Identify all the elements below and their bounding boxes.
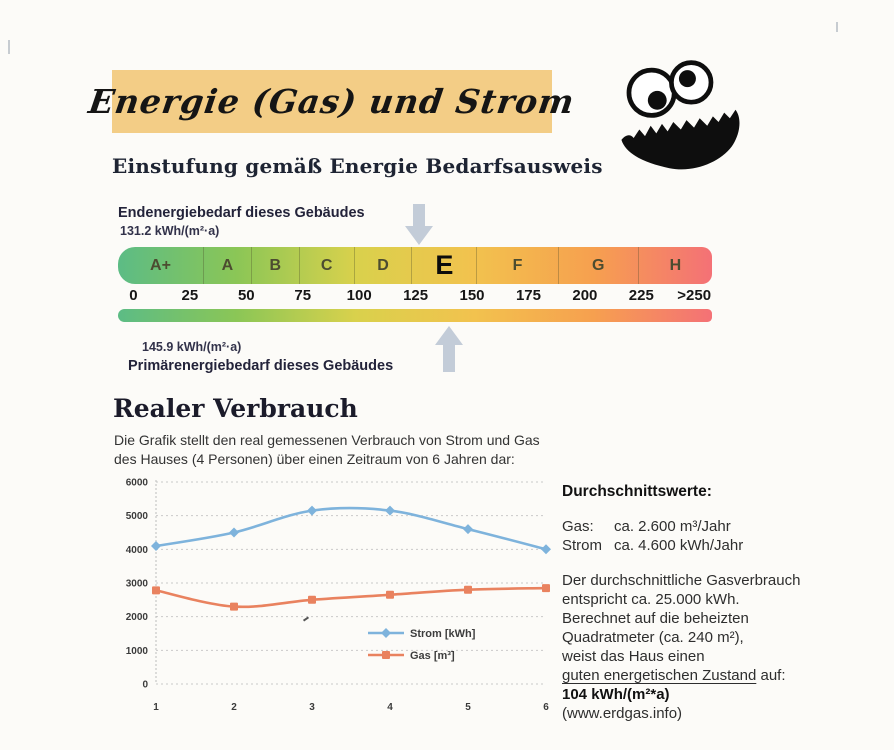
chart-description-line2: des Hauses (4 Personen) über einen Zeitraum von 6 Jahren dar:: [114, 450, 515, 467]
scale-tick-100: 100: [346, 287, 372, 304]
energy-class-G: G: [558, 247, 638, 284]
para-line: weist das Haus einen: [562, 648, 705, 665]
averages-heading: Durchschnittswerte:: [562, 483, 712, 500]
consumption-chart: [110, 470, 560, 722]
svg-text:2: 2: [231, 702, 237, 713]
energy-class-band: [118, 247, 712, 284]
energy-class-B: B: [251, 247, 299, 284]
scale-tick-25: 25: [181, 287, 199, 304]
svg-text:3: 3: [309, 702, 315, 713]
title-banner: [86, 70, 578, 133]
chart-description-line1: Die Grafik stellt den real gemessenen Verbrauch von Strom und Gas: [114, 432, 540, 448]
scale-tick-50: 50: [237, 287, 255, 304]
para-line: Berechnet auf die beheizten: [562, 610, 749, 627]
primaerenergiebedarf-value: 145.9 kWh/(m²·a): [142, 340, 242, 354]
svg-text:6: 6: [543, 702, 549, 713]
energy-class-E: E: [411, 247, 476, 284]
chart-x-axis: [153, 702, 549, 713]
energy-class-A: A: [203, 247, 251, 284]
series-strom: [151, 506, 551, 555]
scale-tick->250: >250: [677, 287, 712, 304]
scale-tick-175: 175: [515, 287, 541, 304]
scan-artifact: [836, 22, 838, 32]
averages-panel: [562, 482, 892, 723]
scale-tick-200: 200: [572, 287, 598, 304]
series-gas: [152, 584, 550, 611]
svg-text:4000: 4000: [125, 544, 148, 556]
energy-scale-section: [118, 204, 712, 375]
energy-class-H: H: [638, 247, 712, 284]
scan-artifact: [8, 40, 10, 54]
endenergiebedarf-label: Endenergiebedarf dieses Gebäudes: [118, 205, 365, 221]
svg-text:3000: 3000: [125, 578, 148, 590]
energy-class-D: D: [354, 247, 412, 284]
underlined-phrase: guten energetischen Zustand: [562, 667, 757, 684]
arrow-up-icon: [434, 325, 464, 378]
scale-tick-0: 0: [129, 287, 138, 304]
para-line: Quadratmeter (ca. 240 m²),: [562, 629, 744, 646]
scale-tick-125: 125: [403, 287, 429, 304]
energy-scale-numbers: [118, 284, 712, 309]
gas-value: ca. 2.600 m³/Jahr: [614, 518, 731, 535]
cookie-monster-svg: [612, 58, 744, 186]
endenergiebedarf-value: 131.2 kWh/(m²·a): [120, 224, 220, 238]
underline-suffix: auf:: [756, 667, 786, 684]
svg-text:Gas [m³]: Gas [m³]: [410, 650, 455, 662]
svg-text:6000: 6000: [125, 477, 148, 489]
energy-class-F: F: [476, 247, 557, 284]
svg-text:2000: 2000: [125, 612, 148, 624]
para-line: Der durchschnittliche Gasverbrauch: [562, 572, 801, 589]
energy-class-C: C: [299, 247, 354, 284]
scale-tick-150: 150: [459, 287, 485, 304]
strom-value: ca. 4.600 kWh/Jahr: [614, 537, 744, 554]
cookie-monster-icon: [612, 58, 744, 186]
svg-text:Strom [kWh]: Strom [kWh]: [410, 628, 476, 640]
svg-text:5000: 5000: [125, 511, 148, 523]
averages-paragraph: [562, 571, 892, 723]
gas-label: Gas:: [562, 518, 594, 535]
svg-text:4: 4: [387, 702, 393, 713]
para-line-underlined: [562, 666, 892, 685]
energy-scale-thin-band: [118, 309, 712, 322]
averages-row-gas: [562, 517, 892, 536]
source-reference: (www.erdgas.info): [562, 705, 683, 722]
svg-text:0: 0: [142, 679, 148, 691]
energy-result-value: 104 kWh/(m²*a): [562, 686, 670, 703]
section-heading-einstufung: Einstufung gemäß Energie Bedarfsausweis: [112, 154, 603, 178]
scale-tick-75: 75: [294, 287, 312, 304]
chart-legend: [368, 628, 476, 662]
svg-text:1: 1: [153, 702, 159, 713]
para-line: entspricht ca. 25.000 kWh.: [562, 591, 740, 608]
page-title: Energie (Gas) und Strom: [86, 82, 578, 121]
energy-class-A+: A+: [150, 256, 171, 274]
svg-text:1000: 1000: [125, 645, 148, 657]
section-heading-realer-verbrauch: Realer Verbrauch: [113, 394, 358, 423]
chart-description: [114, 431, 540, 468]
svg-text:5: 5: [465, 702, 471, 713]
strom-label: Strom: [562, 537, 603, 554]
primaerenergiebedarf-label: Primärenergiebedarf dieses Gebäudes: [128, 358, 394, 374]
arrow-down-icon: [404, 204, 434, 251]
scale-tick-225: 225: [628, 287, 654, 304]
averages-row-strom: [562, 536, 892, 555]
